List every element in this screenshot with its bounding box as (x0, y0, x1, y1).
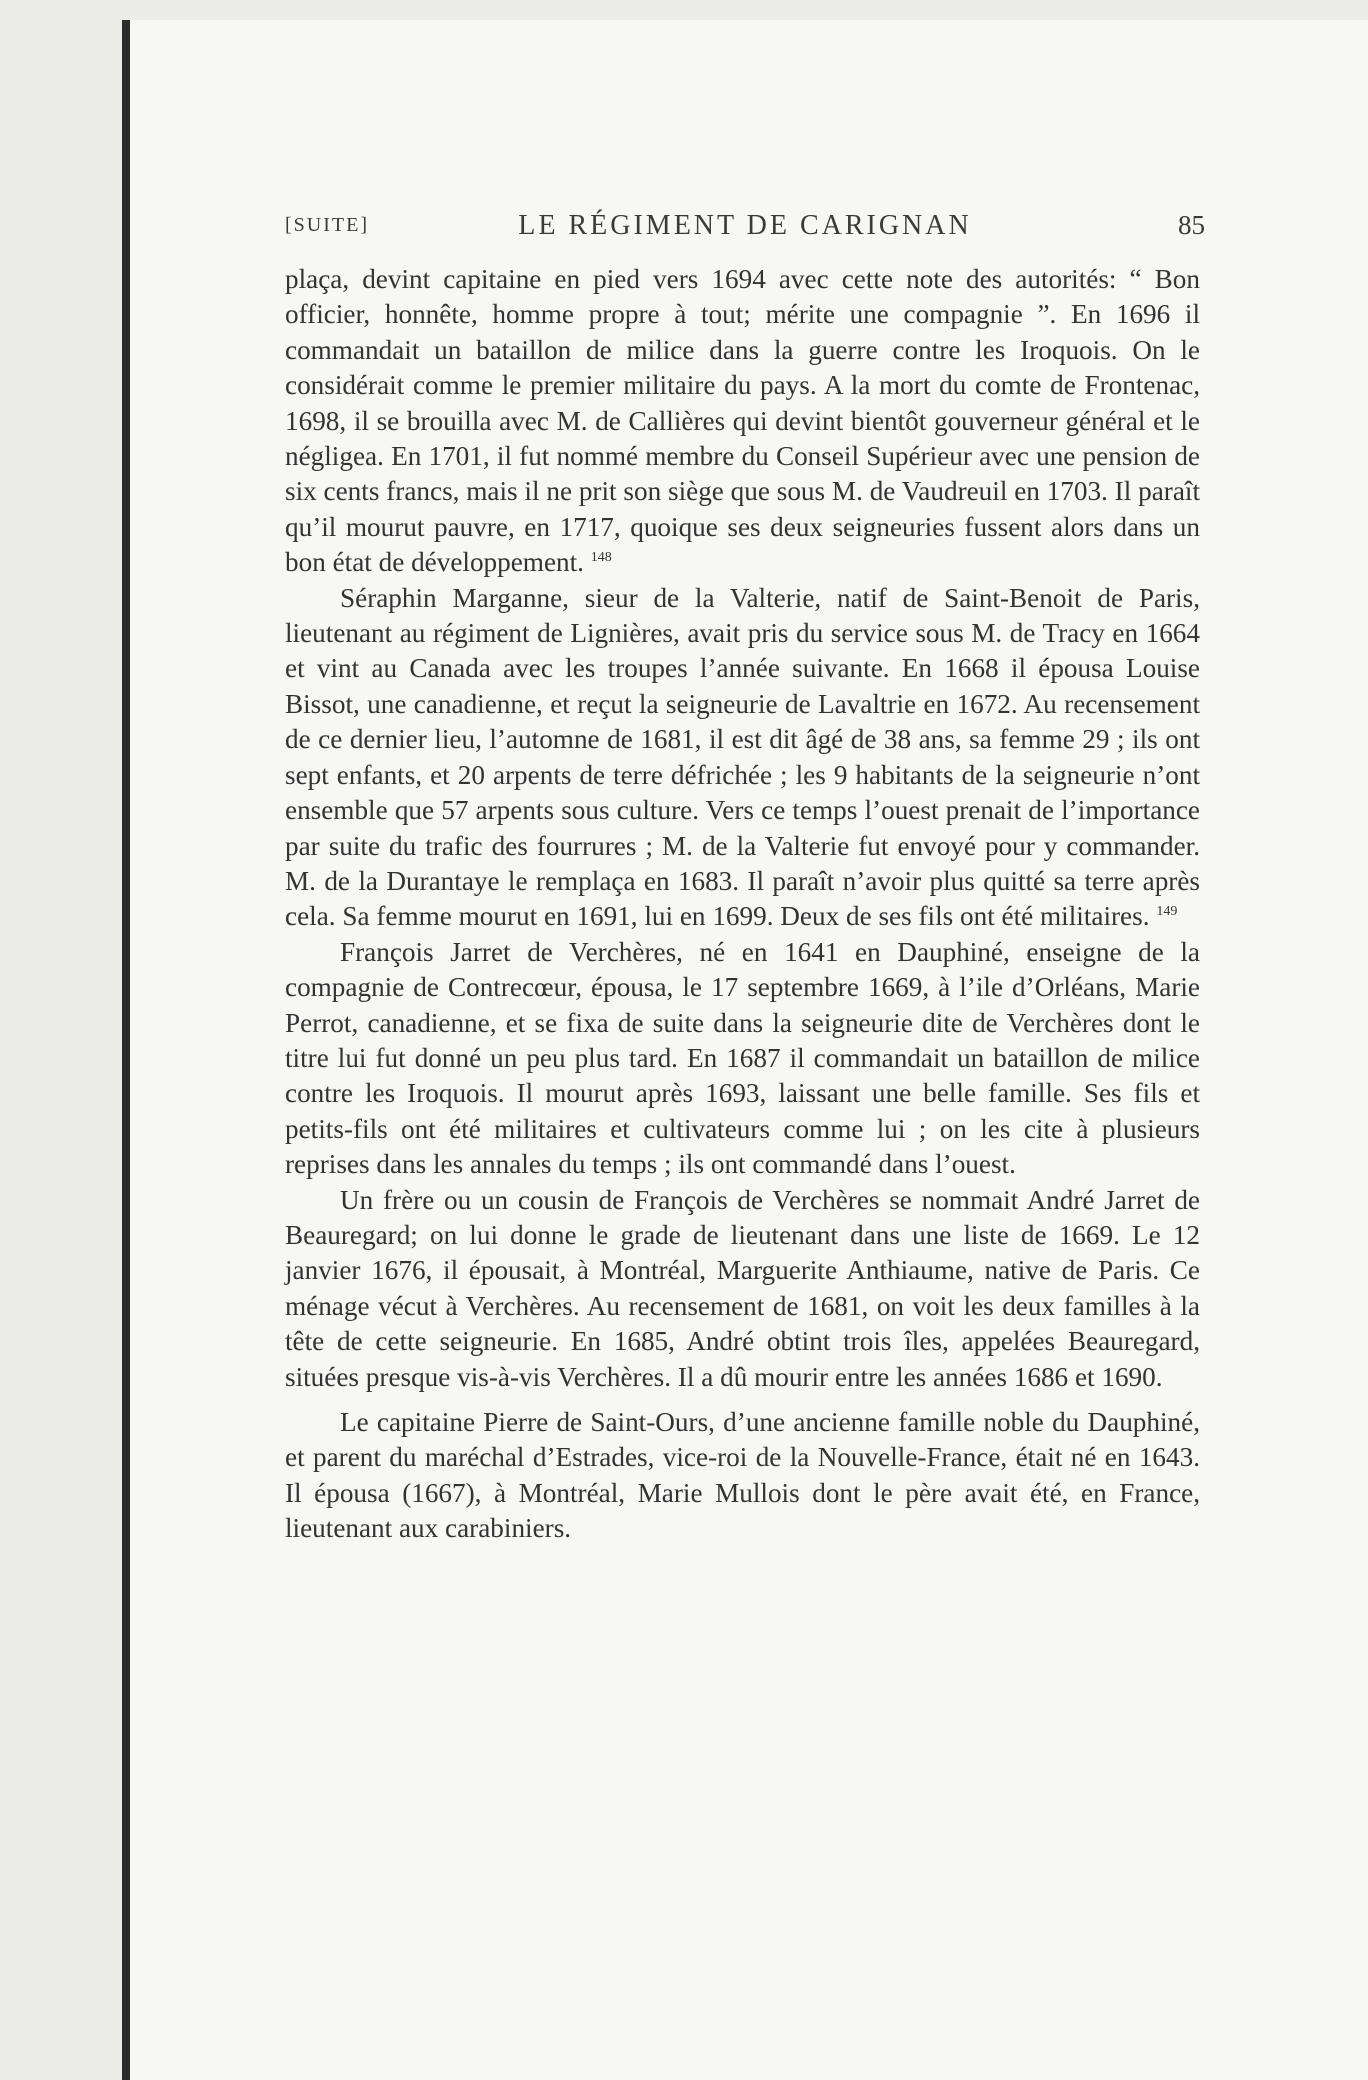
paragraph-text: Séraphin Marganne, sieur de la Valterie, natif de Saint-Benoit de Paris, lieutenant au régiment de Lignières, avait pris du service sous M. de Tracy en 1664 et vint au Canada avec les troupes l’année suivante. En 1668 il épousa Louise Bissot, une canadienne, et reçut la seigneurie de Lavaltrie en 1672. Au recensement de ce dernier lieu, l’automne de 1681, il est dit âgé de 38 ans, sa femme 29 ; ils ont sept enfants, et 20 arpents de terre défrichée ; les 9 habitants de la seigneurie n’ont ensemble que 57 arpents sous culture. Vers ce temps l’ouest prenait de l’importance par suite du trafic des fourrures ; M. de la Valterie fut envoyé pour y commander. M. de la Durantaye le remplaça en 1683. Il paraît n’avoir plus quitté sa terre après cela. Sa femme mourut en 1691, lui en 1699. Deux de ses fils ont été militaires. (285, 582, 1200, 932)
paragraph-text: François Jarret de Verchères, né en 1641 en Dauphiné, enseigne de la compagnie de Contrecœur, épousa, le 17 septembre 1669, à l’ile d’Orléans, Marie Perrot, canadienne, et se fixa de suite dans la seigneurie dite de Verchères dont le titre lui fut donné un peu plus tard. En 1687 il commandait un bataillon de milice contre les Iroquois. Il mourut après 1693, laissant une belle famille. Ses fils et petits-fils ont été militaires et cultivateurs comme lui ; on les cite à plusieurs reprises dans les annales du temps ; ils ont commandé dans l’ouest. (285, 936, 1200, 1180)
paragraph (285, 1405, 1200, 1547)
paragraph-text: Le capitaine Pierre de Saint-Ours, d’une ancienne famille noble du Dauphiné, et parent du maréchal d’Estrades, vice-roi de la Nouvelle-France, était né en 1643. Il épousa (1667), à Montréal, Marie Mullois dont le père avait été, en France, lieutenant aux carabiniers. (285, 1407, 1200, 1544)
footnote-marker: 149 (1156, 904, 1178, 920)
paragraph (285, 1183, 1200, 1395)
paragraph (285, 581, 1200, 935)
paragraph (285, 262, 1200, 581)
header-section-label: [SUITE] (285, 214, 369, 236)
book-spine (122, 20, 130, 2080)
page-number: 85 (1178, 210, 1205, 240)
paragraph-text: Un frère ou un cousin de François de Verchères se nommait André Jarret de Beauregard; on lui donne le grade de lieutenant dans une liste de 1669. Le 12 janvier 1676, il épousait, à Montréal, Marguerite Anthiaume, native de Paris. Ce ménage vécut à Verchères. Au recensement de 1681, on voit les deux familles à la tête de cette seigneurie. En 1685, André obtint trois îles, appelées Beauregard, situées presque vis-à-vis Verchères. Il a dû mourir entre les années 1686 et 1690. (285, 1184, 1200, 1392)
footnote-marker: 148 (590, 550, 612, 566)
running-header (285, 210, 1205, 250)
paragraph (285, 935, 1200, 1183)
body-text (285, 262, 1200, 1547)
header-title: LE RÉGIMENT DE CARIGNAN (518, 210, 972, 241)
facing-page-margin (0, 0, 122, 2080)
paragraph-text: plaça, devint capitaine en pied vers 1694 avec cette note des autorités: “ Bon officier, honnête, homme propre à tout; mérite une compagnie ”. En 1696 il commandait un bataillon de milice dans la guerre contre les Iroquois. On le considérait comme le premier militaire du pays. A la mort du comte de Frontenac, 1698, il se brouilla avec M. de Callières qui devint bientôt gouverneur général et le négligea. En 1701, il fut nommé membre du Conseil Supérieur avec une pension de six cents francs, mais il ne prit son siège que sous M. de Vaudreuil en 1703. Il paraît qu’il mourut pauvre, en 1717, quoique ses deux seigneuries fussent alors dans un bon état de développement. (285, 264, 1200, 578)
